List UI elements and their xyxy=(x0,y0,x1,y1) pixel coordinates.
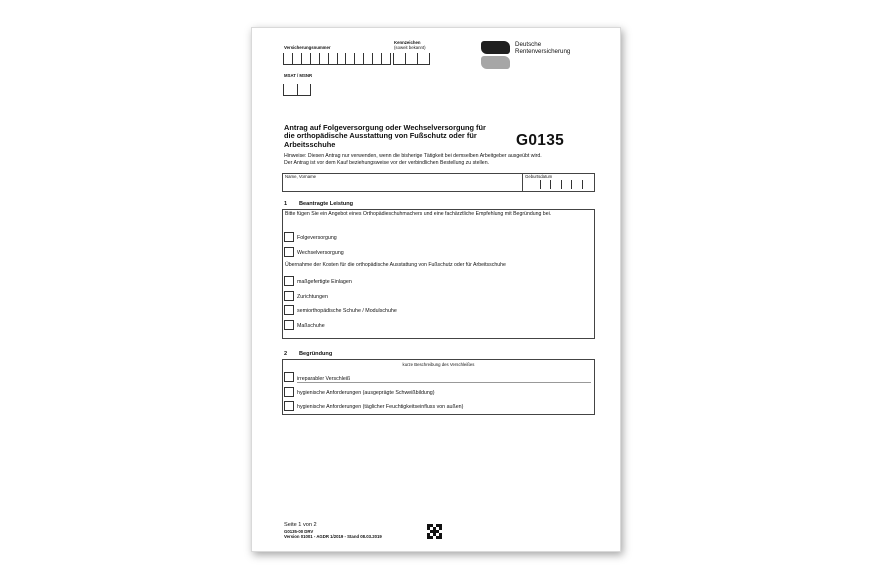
birth-label: Geburtsdatum xyxy=(525,174,553,179)
logo-line2: Rentenversicherung xyxy=(515,48,571,55)
footer-form-id: G0135-00 DRV xyxy=(284,529,314,534)
logo-dark-bar xyxy=(481,41,510,54)
section2-header: kurze Beschreibung des Verschleißes xyxy=(402,362,475,367)
insurance-number-label: Versicherungsnummer xyxy=(284,45,331,50)
option-zurichtungen: Zurichtungen xyxy=(297,294,328,300)
option-feuchtigkeit: hygienische Anforderungen (täglicher Feuchtigkeitseinfluss von außen) xyxy=(297,404,464,410)
section2-title: Begründung xyxy=(299,351,333,357)
checkbox-schweiss[interactable] xyxy=(284,387,294,397)
birth-date-field[interactable] xyxy=(530,180,592,189)
identifier-field[interactable] xyxy=(393,53,430,65)
insurance-number-field[interactable] xyxy=(283,53,391,65)
option-verschleiss: irreparabler Verschleiß xyxy=(297,376,351,382)
logo-light-bar xyxy=(481,56,510,69)
logo-line1: Deutsche xyxy=(515,41,542,48)
msat-field[interactable] xyxy=(283,84,311,96)
option-folgeversorgung: Folgeversorgung xyxy=(297,235,337,241)
checkbox-feuchtigkeit[interactable] xyxy=(284,401,294,411)
section1-instruction: Bitte fügen Sie ein Angebot eines Orthopädieschuhmachers und eine fachärztliche Empfehlung mit Begründung bei. xyxy=(285,211,552,217)
option-wechselversorgung: Wechselversorgung xyxy=(297,250,344,256)
checkbox-modulschuhe[interactable] xyxy=(284,305,294,315)
option-schweiss: hygienische Anforderungen (ausgeprägte Schweißbildung) xyxy=(297,390,435,396)
checkbox-einlagen[interactable] xyxy=(284,276,294,286)
msat-label: MSAT / MSNR xyxy=(284,73,313,78)
section2-frame xyxy=(282,359,595,415)
footer-page: Seite 1 von 2 xyxy=(284,522,317,528)
qr-code xyxy=(427,524,442,539)
name-input[interactable] xyxy=(284,179,520,190)
section1-title: Beantragte Leistung xyxy=(299,201,354,207)
section2-number: 2 xyxy=(284,351,288,357)
section1-number: 1 xyxy=(284,201,288,207)
form-note-2: Der Antrag ist vor dem Kauf beziehungsweise vor der verbindlichen Bestellung zu stellen. xyxy=(284,160,490,166)
option-einlagen: maßgefertigte Einlagen xyxy=(297,279,352,285)
section2-rule xyxy=(297,382,591,383)
footer-version: Version 01001 - AGDR 1/2019 - Stand 08.03.2019 xyxy=(284,534,382,539)
name-birth-frame xyxy=(282,173,595,192)
section1-subheading: Übernahme der Kosten für die orthopädische Ausstattung von Fußschutz oder für Arbeitsschuhe xyxy=(285,262,506,268)
checkbox-verschleiss[interactable] xyxy=(284,372,294,382)
checkbox-zurichtungen[interactable] xyxy=(284,291,294,301)
name-birth-divider xyxy=(522,174,523,191)
name-label: Name, Vorname xyxy=(285,174,317,179)
form-note-1: Hinweise: Diesen Antrag nur verwenden, wenn die bisherige Tätigkeit bei demselben Arbeitgeber ausgeübt wird. xyxy=(284,153,542,159)
form-title: Antrag auf Folgeversorgung oder Wechselversorgung für die orthopädische Ausstattung von Fußschutz oder für Arbeitsschuhe xyxy=(284,123,486,149)
identifier-label: Kennzeichen xyxy=(394,40,421,45)
option-massschuhe: Maßschuhe xyxy=(297,323,325,329)
identifier-sublabel: (soweit bekannt) xyxy=(394,45,426,50)
section1-frame xyxy=(282,209,595,339)
option-modulschuhe: semiorthopädische Schuhe / Modulschuhe xyxy=(297,308,397,314)
form-code: G0135 xyxy=(516,132,565,149)
checkbox-massschuhe[interactable] xyxy=(284,320,294,330)
checkbox-wechselversorgung[interactable] xyxy=(284,247,294,257)
form-page xyxy=(251,27,621,552)
checkbox-folgeversorgung[interactable] xyxy=(284,232,294,242)
